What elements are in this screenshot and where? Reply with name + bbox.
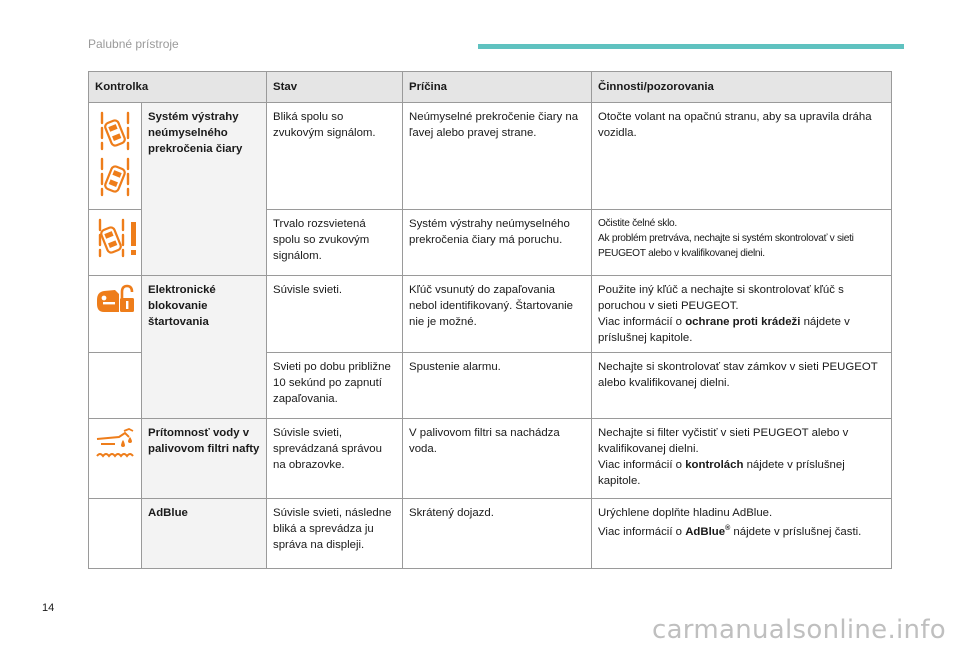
warning-lights-table xyxy=(88,71,892,569)
action-text: Viac informácií o xyxy=(598,316,683,328)
action-line: Očistite čelné sklo. xyxy=(598,218,677,229)
state-cell: Svieti po dobu približne 10 sekúnd po zapnutí zapaľovania. xyxy=(267,353,403,419)
table-row xyxy=(89,499,892,569)
indicator-name: Elektronické blokovanie štartovania xyxy=(142,276,267,419)
action-line: Ak problém pretrváva, nechajte si systém skontrolovať v sieti PEUGEOT alebo v kvalifikovanej dielni. xyxy=(598,233,854,259)
action-cell xyxy=(592,419,892,499)
action-text: Viac informácií o xyxy=(598,525,683,538)
column-header-cause: Príčina xyxy=(403,72,592,103)
watermark: carmanualsonline.info xyxy=(651,615,946,645)
cause-cell: Systém výstrahy neúmyselného prekročenia čiary má poruchu. xyxy=(403,210,592,276)
state-cell: Bliká spolu so zvukovým signálom. xyxy=(267,103,403,210)
action-emphasis: ochrane proti krádeži xyxy=(685,316,801,328)
icon-cell xyxy=(89,499,142,569)
column-header-action: Činnosti/pozorovania xyxy=(592,72,892,103)
header-accent-bar xyxy=(478,44,904,49)
cause-cell: V palivovom filtri sa nachádza voda. xyxy=(403,419,592,499)
action-emphasis: kontrolách xyxy=(685,459,744,471)
lane-departure-icon xyxy=(96,157,134,197)
water-in-diesel-icon xyxy=(95,427,137,461)
cause-cell: Skrátený dojazd. xyxy=(403,499,592,569)
action-cell xyxy=(592,210,892,276)
action-text: nájdete v príslušnej kapitole. xyxy=(598,316,850,344)
action-cell xyxy=(592,499,892,569)
action-text: nájdete v príslušnej kapitole. xyxy=(598,459,845,487)
icon-cell xyxy=(89,419,142,499)
table-header-row xyxy=(89,72,892,103)
icon-cell xyxy=(89,210,142,276)
table-row xyxy=(89,103,892,210)
action-text: nájdete v príslušnej časti. xyxy=(733,525,862,538)
indicator-name: Prítomnosť vody v palivovom filtri nafty xyxy=(142,419,267,499)
action-cell xyxy=(592,276,892,353)
table-row xyxy=(89,419,892,499)
cause-cell: Neúmyselné prekročenie čiary na ľavej alebo pravej strane. xyxy=(403,103,592,210)
action-cell: Otočte volant na opačnú stranu, aby sa upravila dráha vozidla. xyxy=(592,103,892,210)
lane-departure-fault-icon xyxy=(95,218,139,258)
indicator-name: AdBlue xyxy=(142,499,267,569)
column-header-state: Stav xyxy=(267,72,403,103)
icon-cell xyxy=(89,276,142,353)
section-title: Palubné prístroje xyxy=(88,37,179,51)
page-number: 14 xyxy=(42,602,55,614)
state-cell: Trvalo rozsvietená spolu so zvukovým signálom. xyxy=(267,210,403,276)
cause-cell: Kľúč vsunutý do zapaľovania nebol identifikovaný. Štartovanie nie je možné. xyxy=(403,276,592,353)
action-text: Použite iný kľúč a nechajte si skontrolovať kľúč s poruchou v sieti PEUGEOT. xyxy=(598,284,844,312)
lane-departure-icon xyxy=(96,111,134,151)
action-emphasis: AdBlue® xyxy=(685,525,731,538)
indicator-name: Systém výstrahy neúmyselného prekročenia čiary xyxy=(142,103,267,276)
state-cell: Súvisle svieti. xyxy=(267,276,403,353)
state-cell: Súvisle svieti, sprevádzaná správou na obrazovke. xyxy=(267,419,403,499)
registered-mark: ® xyxy=(725,525,731,532)
immobiliser-icon xyxy=(95,284,135,316)
action-cell: Nechajte si skontrolovať stav zámkov v sieti PEUGEOT alebo kvalifikovanej dielni. xyxy=(592,353,892,419)
state-cell: Súvisle svieti, následne bliká a sprevádza ju správa na displeji. xyxy=(267,499,403,569)
action-text: Viac informácií o xyxy=(598,459,683,471)
table-row xyxy=(89,276,892,353)
column-header-indicator: Kontrolka xyxy=(89,72,267,103)
action-text: Urýchlene doplňte hladinu AdBlue. xyxy=(598,507,773,519)
icon-cell xyxy=(89,103,142,210)
cause-cell: Spustenie alarmu. xyxy=(403,353,592,419)
action-text: Nechajte si filter vyčistiť v sieti PEUGEOT alebo v kvalifikovanej dielni. xyxy=(598,427,849,455)
icon-cell xyxy=(89,353,142,419)
